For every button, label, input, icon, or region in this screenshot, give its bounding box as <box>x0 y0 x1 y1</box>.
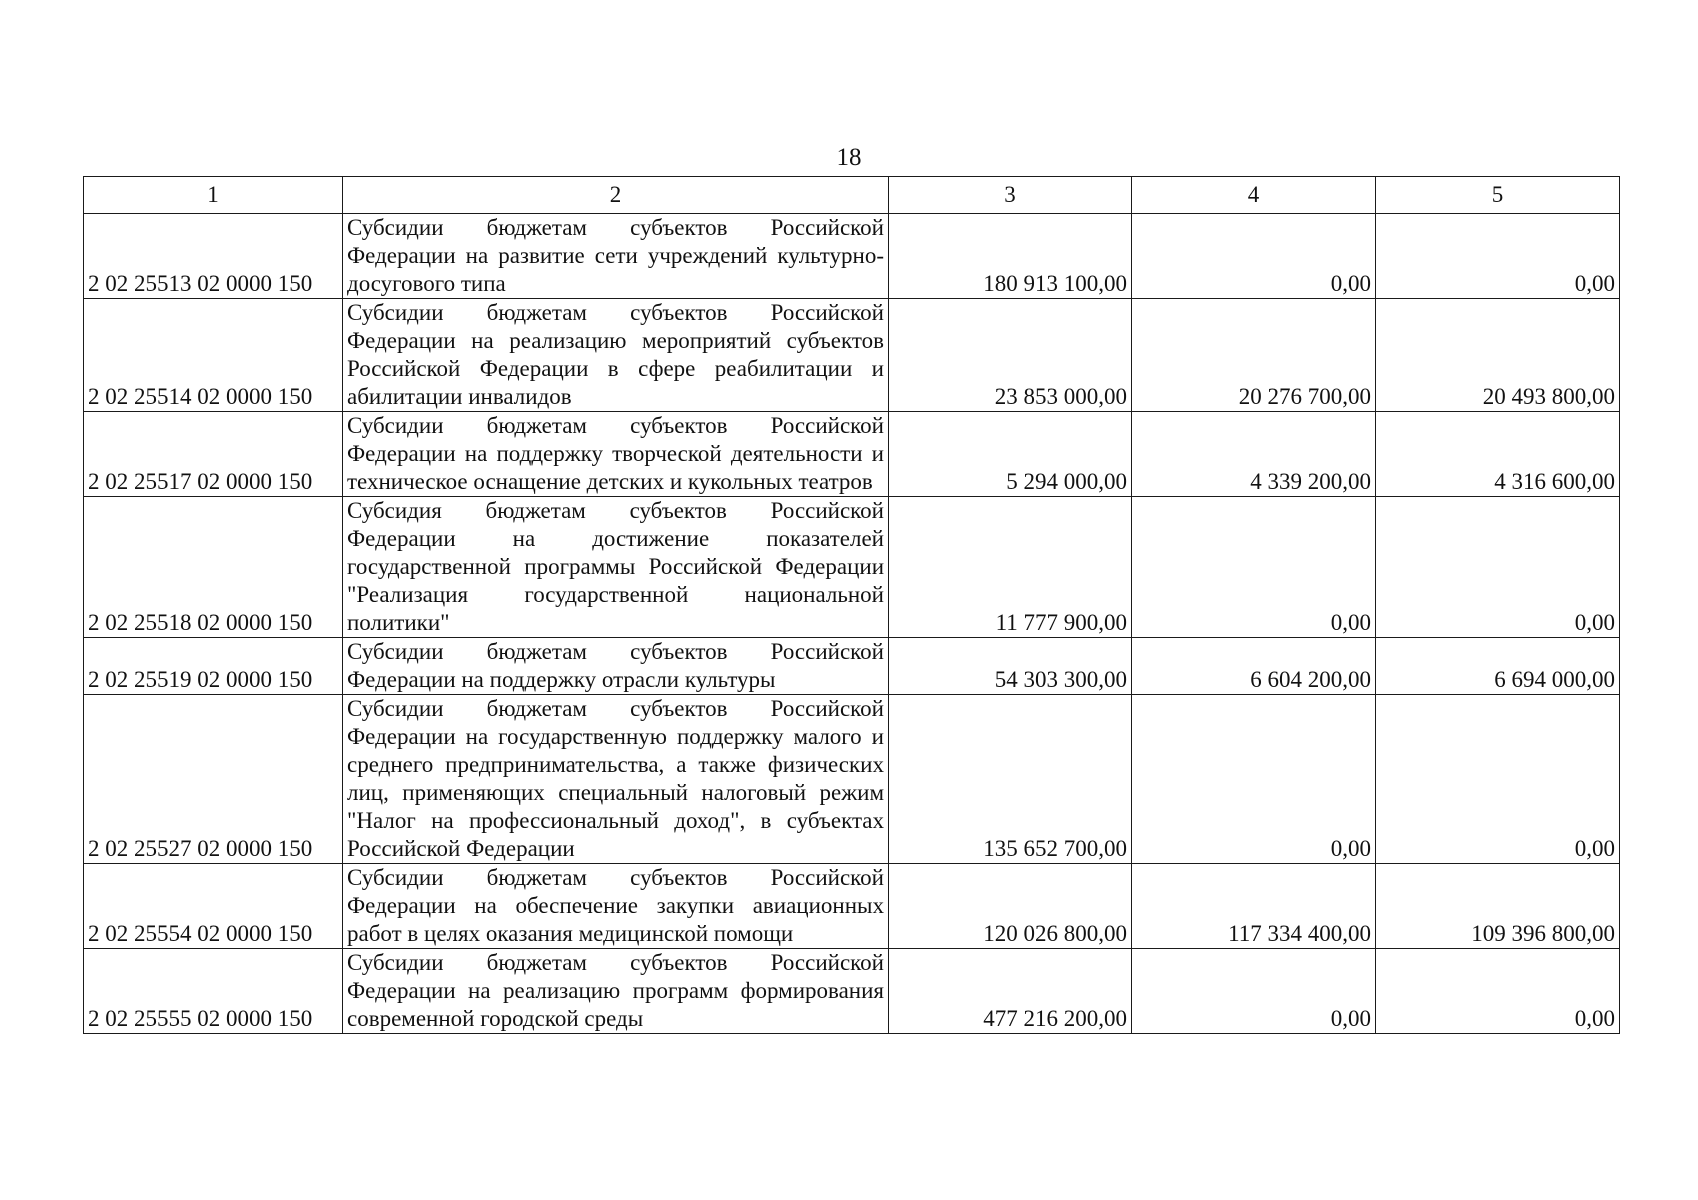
row-code: 2 02 25513 02 0000 150 <box>84 214 343 299</box>
row-value-col4: 0,00 <box>1132 497 1376 638</box>
row-value-col3: 120 026 800,00 <box>889 864 1132 949</box>
row-code: 2 02 25554 02 0000 150 <box>84 864 343 949</box>
row-value-col4: 0,00 <box>1132 695 1376 864</box>
row-description: Субсидии бюджетам субъектов Российской Федерации на государственную поддержку малого и среднего предпринимательства, а также физических лиц, применяющих специальный налоговый режим "Налог на профессиональный доход", в субъектах Российской Федерации <box>343 695 889 864</box>
row-value-col4: 6 604 200,00 <box>1132 638 1376 695</box>
row-value-col3: 477 216 200,00 <box>889 949 1132 1034</box>
row-code: 2 02 25527 02 0000 150 <box>84 695 343 864</box>
row-value-col5: 20 493 800,00 <box>1376 299 1620 412</box>
header-row <box>84 177 1620 214</box>
row-code: 2 02 25555 02 0000 150 <box>84 949 343 1034</box>
table-row <box>84 214 1620 299</box>
table-row <box>84 412 1620 497</box>
row-value-col5: 0,00 <box>1376 214 1620 299</box>
row-value-col5: 6 694 000,00 <box>1376 638 1620 695</box>
row-value-col4: 4 339 200,00 <box>1132 412 1376 497</box>
col-header-4: 4 <box>1132 177 1376 214</box>
table-row <box>84 299 1620 412</box>
row-value-col4: 0,00 <box>1132 949 1376 1034</box>
budget-table <box>83 176 1620 1034</box>
row-value-col4: 20 276 700,00 <box>1132 299 1376 412</box>
row-value-col3: 135 652 700,00 <box>889 695 1132 864</box>
row-code: 2 02 25517 02 0000 150 <box>84 412 343 497</box>
row-value-col5: 109 396 800,00 <box>1376 864 1620 949</box>
row-value-col5: 0,00 <box>1376 497 1620 638</box>
table-row <box>84 497 1620 638</box>
row-code: 2 02 25519 02 0000 150 <box>84 638 343 695</box>
row-value-col5: 4 316 600,00 <box>1376 412 1620 497</box>
row-description: Субсидии бюджетам субъектов Российской Федерации на поддержку творческой деятельности и техническое оснащение детских и кукольных театров <box>343 412 889 497</box>
table-row <box>84 864 1620 949</box>
row-description: Субсидии бюджетам субъектов Российской Федерации на развитие сети учреждений культурно-досугового типа <box>343 214 889 299</box>
table-row <box>84 638 1620 695</box>
row-value-col5: 0,00 <box>1376 695 1620 864</box>
col-header-2: 2 <box>343 177 889 214</box>
row-value-col5: 0,00 <box>1376 949 1620 1034</box>
row-description: Субсидия бюджетам субъектов Российской Федерации на достижение показателей государственной программы Российской Федерации "Реализация государственной национальной политики" <box>343 497 889 638</box>
col-header-5: 5 <box>1376 177 1620 214</box>
row-description: Субсидии бюджетам субъектов Российской Федерации на реализацию программ формирования современной городской среды <box>343 949 889 1034</box>
row-code: 2 02 25514 02 0000 150 <box>84 299 343 412</box>
table-row <box>84 949 1620 1034</box>
col-header-1: 1 <box>84 177 343 214</box>
row-description: Субсидии бюджетам субъектов Российской Федерации на реализацию мероприятий субъектов Российской Федерации в сфере реабилитации и абилитации инвалидов <box>343 299 889 412</box>
page-number: 18 <box>836 144 862 171</box>
row-value-col3: 54 303 300,00 <box>889 638 1132 695</box>
table-row <box>84 695 1620 864</box>
row-value-col4: 0,00 <box>1132 214 1376 299</box>
row-value-col4: 117 334 400,00 <box>1132 864 1376 949</box>
row-description: Субсидии бюджетам субъектов Российской Федерации на обеспечение закупки авиационных работ в целях оказания медицинской помощи <box>343 864 889 949</box>
row-code: 2 02 25518 02 0000 150 <box>84 497 343 638</box>
row-description: Субсидии бюджетам субъектов Российской Федерации на поддержку отрасли культуры <box>343 638 889 695</box>
row-value-col3: 23 853 000,00 <box>889 299 1132 412</box>
row-value-col3: 180 913 100,00 <box>889 214 1132 299</box>
col-header-3: 3 <box>889 177 1132 214</box>
row-value-col3: 11 777 900,00 <box>889 497 1132 638</box>
row-value-col3: 5 294 000,00 <box>889 412 1132 497</box>
